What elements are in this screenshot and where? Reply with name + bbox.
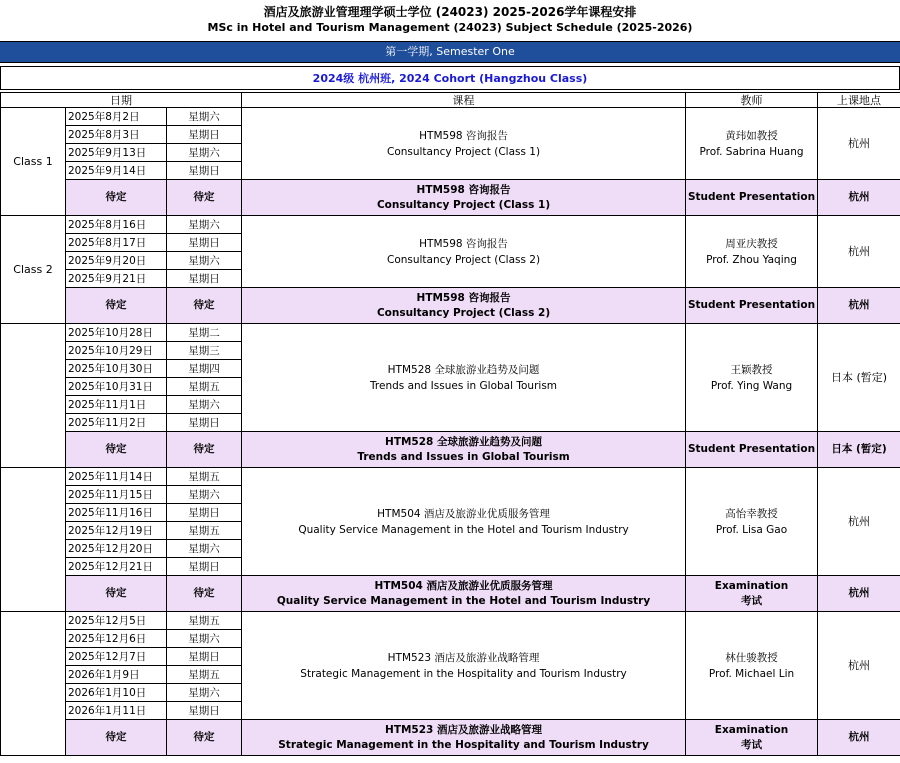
table-row	[1, 612, 900, 630]
assessment-course-english: Consultancy Project (Class 2)	[376, 306, 551, 319]
session-weekday: 星期日	[167, 234, 242, 252]
session-date: 2025年8月17日	[66, 234, 167, 252]
assessment-type: Student Presentation	[687, 299, 816, 311]
assessment-course-chinese: HTM504 酒店及旅游业优质服务管理	[374, 579, 553, 592]
pending-weekday: 待定	[167, 576, 242, 612]
teacher-name-english: Prof. Sabrina Huang	[699, 145, 804, 158]
pending-date: 待定	[66, 576, 167, 612]
teacher-name-chinese: 林仕骏教授	[725, 651, 778, 664]
assessment-row	[1, 432, 900, 468]
assessment-course-chinese: HTM523 酒店及旅游业战略管理	[385, 723, 543, 736]
session-weekday: 星期日	[167, 126, 242, 144]
session-weekday: 星期六	[167, 396, 242, 414]
session-weekday: 星期五	[167, 666, 242, 684]
teacher-name-english: Prof. Lisa Gao	[715, 523, 788, 536]
schedule-body	[1, 108, 900, 756]
cohort-banner: 2024级 杭州班, 2024 Cohort (Hangzhou Class)	[0, 66, 900, 90]
course-cell	[242, 468, 686, 576]
session-date: 2026年1月9日	[66, 666, 167, 684]
assessment-course-english: Quality Service Management in the Hotel and Tourism Industry	[276, 594, 651, 607]
semester-banner: 第一学期, Semester One	[0, 41, 900, 63]
column-header-course: 课程	[242, 93, 686, 108]
class-group-label: Class 1	[1, 108, 66, 216]
teacher-cell	[686, 216, 818, 288]
session-weekday: 星期五	[167, 522, 242, 540]
class-group-label: Class 2	[1, 216, 66, 324]
session-weekday: 星期六	[167, 540, 242, 558]
session-weekday: 星期日	[167, 702, 242, 720]
session-weekday: 星期六	[167, 108, 242, 126]
teacher-cell	[686, 612, 818, 720]
teacher-name-english: Prof. Ying Wang	[710, 379, 793, 392]
column-header-date: 日期	[1, 93, 242, 108]
assessment-location: 杭州	[818, 720, 900, 756]
teacher-name-chinese: 黄玮如教授	[725, 129, 778, 142]
assessment-course-cell	[242, 720, 686, 756]
column-header-location: 上课地点	[818, 93, 900, 108]
session-weekday: 星期日	[167, 162, 242, 180]
table-row	[1, 324, 900, 342]
pending-date: 待定	[66, 288, 167, 324]
assessment-type: Examination	[714, 579, 789, 592]
course-name-english: Consultancy Project (Class 2)	[386, 253, 541, 266]
session-date: 2025年10月31日	[66, 378, 167, 396]
assessment-location: 杭州	[818, 576, 900, 612]
assessment-type-cell	[686, 720, 818, 756]
assessment-type-cell	[686, 576, 818, 612]
assessment-type-cell	[686, 288, 818, 324]
session-date: 2025年12月5日	[66, 612, 167, 630]
session-weekday: 星期四	[167, 360, 242, 378]
session-weekday: 星期日	[167, 504, 242, 522]
session-date: 2025年11月2日	[66, 414, 167, 432]
assessment-row	[1, 288, 900, 324]
assessment-type-chinese: 考试	[741, 594, 763, 607]
course-name-chinese: HTM523 酒店及旅游业战略管理	[387, 651, 540, 664]
session-date: 2025年9月21日	[66, 270, 167, 288]
session-weekday: 星期二	[167, 324, 242, 342]
session-date: 2025年11月16日	[66, 504, 167, 522]
session-weekday: 星期日	[167, 414, 242, 432]
teacher-name-chinese: 王颖教授	[730, 363, 773, 376]
session-weekday: 星期六	[167, 252, 242, 270]
course-name-chinese: HTM598 咨询报告	[419, 237, 508, 250]
assessment-row	[1, 720, 900, 756]
session-weekday: 星期六	[167, 630, 242, 648]
session-weekday: 星期日	[167, 558, 242, 576]
course-name-chinese: HTM598 咨询报告	[419, 129, 508, 142]
pending-weekday: 待定	[167, 720, 242, 756]
session-weekday: 星期日	[167, 648, 242, 666]
teacher-name-chinese: 高怡幸教授	[725, 507, 778, 520]
pending-weekday: 待定	[167, 180, 242, 216]
course-name-chinese: HTM504 酒店及旅游业优质服务管理	[377, 507, 550, 520]
pending-date: 待定	[66, 432, 167, 468]
session-date: 2026年1月11日	[66, 702, 167, 720]
assessment-type-cell	[686, 432, 818, 468]
session-weekday: 星期六	[167, 216, 242, 234]
teacher-cell	[686, 468, 818, 576]
session-weekday: 星期三	[167, 342, 242, 360]
location-cell: 日本 (暂定)	[818, 324, 900, 432]
schedule-table	[0, 92, 900, 756]
assessment-course-chinese: HTM598 咨询报告	[416, 291, 511, 304]
assessment-course-english: Strategic Management in the Hospitality and Tourism Industry	[278, 738, 649, 751]
assessment-course-cell	[242, 288, 686, 324]
session-date: 2025年12月21日	[66, 558, 167, 576]
pending-weekday: 待定	[167, 432, 242, 468]
course-name-english: Strategic Management in the Hospitality and Tourism Industry	[300, 667, 627, 680]
assessment-type: Student Presentation	[687, 191, 816, 203]
teacher-cell	[686, 324, 818, 432]
session-date: 2025年12月19日	[66, 522, 167, 540]
session-date: 2025年9月20日	[66, 252, 167, 270]
assessment-type-chinese: 考试	[741, 738, 763, 751]
pending-date: 待定	[66, 720, 167, 756]
course-cell	[242, 216, 686, 288]
column-header-teacher: 教师	[686, 93, 818, 108]
session-weekday: 星期六	[167, 684, 242, 702]
pending-date: 待定	[66, 180, 167, 216]
course-cell	[242, 324, 686, 432]
session-date: 2025年10月29日	[66, 342, 167, 360]
class-group-label	[1, 324, 66, 468]
session-date: 2025年12月6日	[66, 630, 167, 648]
assessment-location: 杭州	[818, 180, 900, 216]
class-group-label	[1, 468, 66, 612]
column-header-row	[1, 93, 900, 108]
location-cell: 杭州	[818, 612, 900, 720]
session-date: 2025年8月16日	[66, 216, 167, 234]
assessment-course-cell	[242, 432, 686, 468]
session-date: 2025年9月13日	[66, 144, 167, 162]
course-name-chinese: HTM528 全球旅游业趋势及问题	[387, 363, 540, 376]
assessment-course-cell	[242, 576, 686, 612]
session-date: 2025年11月1日	[66, 396, 167, 414]
session-date: 2025年10月28日	[66, 324, 167, 342]
table-row	[1, 468, 900, 486]
course-cell	[242, 108, 686, 180]
assessment-location: 日本 (暂定)	[818, 432, 900, 468]
session-date: 2025年9月14日	[66, 162, 167, 180]
table-row	[1, 216, 900, 234]
location-cell: 杭州	[818, 468, 900, 576]
session-weekday: 星期五	[167, 378, 242, 396]
assessment-row	[1, 576, 900, 612]
session-date: 2025年12月7日	[66, 648, 167, 666]
title-block	[0, 0, 900, 41]
assessment-course-english: Trends and Issues in Global Tourism	[357, 450, 570, 463]
session-date: 2025年8月2日	[66, 108, 167, 126]
course-name-english: Trends and Issues in Global Tourism	[370, 379, 558, 392]
session-date: 2026年1月10日	[66, 684, 167, 702]
assessment-type: Student Presentation	[687, 443, 816, 455]
teacher-name-english: Prof. Michael Lin	[708, 667, 795, 680]
table-row	[1, 108, 900, 126]
teacher-name-chinese: 周亚庆教授	[725, 237, 778, 250]
assessment-type: Examination	[714, 723, 789, 736]
assessment-course-english: Consultancy Project (Class 1)	[376, 198, 551, 211]
session-weekday: 星期六	[167, 486, 242, 504]
teacher-cell	[686, 108, 818, 180]
session-weekday: 星期日	[167, 270, 242, 288]
location-cell: 杭州	[818, 108, 900, 180]
class-group-label	[1, 612, 66, 756]
course-name-english: Quality Service Management in the Hotel and Tourism Industry	[298, 523, 629, 536]
assessment-course-chinese: HTM528 全球旅游业趋势及问题	[385, 435, 543, 448]
session-weekday: 星期六	[167, 144, 242, 162]
title-english: MSc in Hotel and Tourism Management (24023) Subject Schedule (2025-2026)	[207, 21, 693, 34]
session-date: 2025年10月30日	[66, 360, 167, 378]
session-weekday: 星期五	[167, 612, 242, 630]
session-weekday: 星期五	[167, 468, 242, 486]
pending-weekday: 待定	[167, 288, 242, 324]
location-cell: 杭州	[818, 216, 900, 288]
session-date: 2025年11月14日	[66, 468, 167, 486]
assessment-location: 杭州	[818, 288, 900, 324]
session-date: 2025年12月20日	[66, 540, 167, 558]
session-date: 2025年8月3日	[66, 126, 167, 144]
course-name-english: Consultancy Project (Class 1)	[386, 145, 541, 158]
teacher-name-english: Prof. Zhou Yaqing	[706, 253, 797, 266]
course-cell	[242, 612, 686, 720]
title-chinese: 酒店及旅游业管理理学硕士学位 (24023) 2025-2026学年课程安排	[263, 5, 637, 19]
assessment-row	[1, 180, 900, 216]
assessment-course-cell	[242, 180, 686, 216]
session-date: 2025年11月15日	[66, 486, 167, 504]
assessment-type-cell	[686, 180, 818, 216]
assessment-course-chinese: HTM598 咨询报告	[416, 183, 511, 196]
